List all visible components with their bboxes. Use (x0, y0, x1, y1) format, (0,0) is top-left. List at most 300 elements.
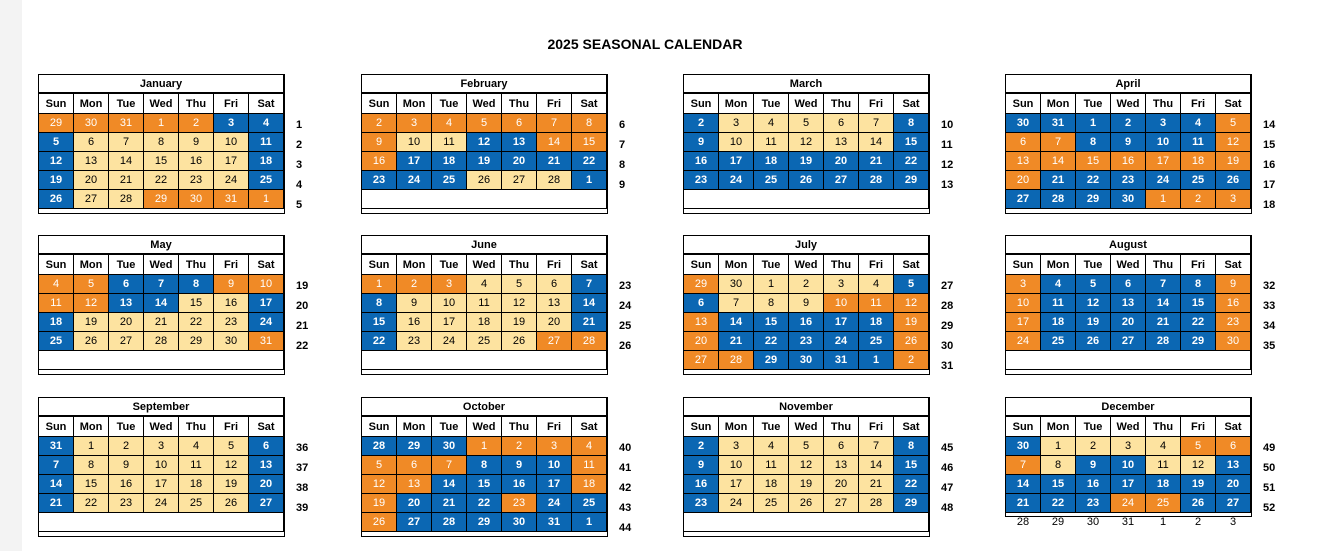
day-cell[interactable]: 21 (1006, 494, 1041, 513)
day-cell[interactable]: 28 (144, 332, 179, 351)
day-cell[interactable]: 9 (397, 294, 432, 313)
day-cell[interactable]: 17 (1111, 475, 1146, 494)
day-cell[interactable]: 7 (537, 114, 572, 133)
day-cell[interactable]: 15 (179, 294, 214, 313)
day-cell[interactable]: 5 (467, 114, 502, 133)
day-cell[interactable]: 25 (1181, 171, 1216, 190)
day-cell[interactable]: 11 (572, 456, 607, 475)
day-cell[interactable]: 11 (1181, 133, 1216, 152)
day-cell[interactable]: 27 (249, 494, 284, 513)
day-cell[interactable]: 21 (109, 171, 144, 190)
day-cell[interactable]: 2 (362, 114, 397, 133)
day-cell[interactable]: 4 (754, 437, 789, 456)
day-cell[interactable]: 18 (754, 475, 789, 494)
day-cell[interactable]: 12 (39, 152, 74, 171)
day-cell[interactable]: 21 (1041, 171, 1076, 190)
day-cell[interactable]: 30 (214, 332, 249, 351)
day-cell[interactable]: 27 (824, 171, 859, 190)
day-cell[interactable]: 19 (502, 313, 537, 332)
day-cell[interactable]: 10 (144, 456, 179, 475)
day-cell[interactable]: 9 (1111, 133, 1146, 152)
day-cell[interactable]: 6 (1216, 437, 1251, 456)
day-cell[interactable]: 5 (214, 437, 249, 456)
day-cell[interactable]: 15 (572, 133, 607, 152)
day-cell[interactable]: 25 (754, 494, 789, 513)
day-cell[interactable]: 1 (572, 513, 607, 532)
day-cell[interactable]: 5 (1216, 114, 1251, 133)
day-cell[interactable]: 7 (719, 294, 754, 313)
day-cell[interactable]: 10 (432, 294, 467, 313)
day-cell[interactable]: 1 (144, 114, 179, 133)
day-cell[interactable]: 8 (894, 437, 929, 456)
day-cell[interactable]: 7 (859, 114, 894, 133)
day-cell[interactable]: 17 (432, 313, 467, 332)
day-cell[interactable]: 13 (1216, 456, 1251, 475)
day-cell[interactable]: 16 (1216, 294, 1251, 313)
day-cell[interactable]: 12 (74, 294, 109, 313)
day-cell[interactable]: 7 (1041, 133, 1076, 152)
day-cell[interactable]: 29 (684, 275, 719, 294)
day-cell[interactable]: 4 (1041, 275, 1076, 294)
day-cell[interactable]: 15 (467, 475, 502, 494)
day-cell[interactable]: 24 (719, 171, 754, 190)
day-cell[interactable]: 18 (754, 152, 789, 171)
day-cell[interactable]: 4 (467, 275, 502, 294)
day-cell[interactable]: 26 (1181, 494, 1216, 513)
day-cell[interactable]: 7 (1006, 456, 1041, 475)
day-cell[interactable]: 23 (684, 171, 719, 190)
day-cell[interactable]: 18 (1181, 152, 1216, 171)
day-cell[interactable]: 20 (684, 332, 719, 351)
day-cell[interactable]: 24 (1006, 332, 1041, 351)
day-cell[interactable]: 3 (1216, 513, 1251, 532)
day-cell[interactable]: 13 (1111, 294, 1146, 313)
day-cell[interactable]: 27 (1111, 332, 1146, 351)
day-cell[interactable]: 26 (1216, 171, 1251, 190)
day-cell[interactable]: 2 (1181, 513, 1216, 532)
day-cell[interactable]: 20 (824, 152, 859, 171)
day-cell[interactable]: 9 (214, 275, 249, 294)
day-cell[interactable]: 1 (1041, 437, 1076, 456)
day-cell[interactable]: 10 (719, 133, 754, 152)
day-cell[interactable]: 30 (1076, 513, 1111, 532)
day-cell[interactable]: 12 (789, 456, 824, 475)
day-cell[interactable]: 10 (1006, 294, 1041, 313)
day-cell[interactable]: 13 (537, 294, 572, 313)
day-cell[interactable]: 2 (684, 437, 719, 456)
day-cell[interactable]: 10 (397, 133, 432, 152)
day-cell[interactable]: 18 (249, 152, 284, 171)
day-cell[interactable]: 16 (1076, 475, 1111, 494)
day-cell[interactable]: 8 (1041, 456, 1076, 475)
day-cell[interactable]: 29 (467, 513, 502, 532)
day-cell[interactable]: 16 (179, 152, 214, 171)
day-cell[interactable]: 22 (572, 152, 607, 171)
day-cell[interactable]: 18 (179, 475, 214, 494)
day-cell[interactable]: 2 (397, 275, 432, 294)
day-cell[interactable]: 17 (824, 313, 859, 332)
day-cell[interactable]: 17 (537, 475, 572, 494)
day-cell[interactable]: 5 (1181, 437, 1216, 456)
day-cell[interactable]: 15 (74, 475, 109, 494)
day-cell[interactable]: 31 (824, 351, 859, 370)
day-cell[interactable]: 11 (1146, 456, 1181, 475)
day-cell[interactable]: 1 (1146, 513, 1181, 532)
day-cell[interactable]: 28 (719, 351, 754, 370)
day-cell[interactable]: 3 (144, 437, 179, 456)
day-cell[interactable]: 3 (1006, 275, 1041, 294)
day-cell[interactable]: 19 (1181, 475, 1216, 494)
day-cell[interactable]: 14 (144, 294, 179, 313)
day-cell[interactable]: 4 (179, 437, 214, 456)
day-cell[interactable]: 21 (144, 313, 179, 332)
day-cell[interactable]: 15 (1041, 475, 1076, 494)
day-cell[interactable]: 13 (109, 294, 144, 313)
day-cell[interactable]: 12 (789, 133, 824, 152)
day-cell[interactable]: 3 (719, 437, 754, 456)
day-cell[interactable]: 5 (789, 114, 824, 133)
day-cell[interactable]: 10 (719, 456, 754, 475)
day-cell[interactable]: 1 (572, 171, 607, 190)
day-cell[interactable]: 7 (572, 275, 607, 294)
day-cell[interactable]: 18 (572, 475, 607, 494)
day-cell[interactable]: 4 (572, 437, 607, 456)
day-cell[interactable]: 15 (894, 133, 929, 152)
day-cell[interactable]: 30 (432, 437, 467, 456)
day-cell[interactable]: 21 (537, 152, 572, 171)
day-cell[interactable]: 6 (684, 294, 719, 313)
day-cell[interactable]: 6 (74, 133, 109, 152)
day-cell[interactable]: 20 (1006, 171, 1041, 190)
day-cell[interactable]: 28 (1041, 190, 1076, 209)
day-cell[interactable]: 15 (1181, 294, 1216, 313)
day-cell[interactable]: 20 (74, 171, 109, 190)
day-cell[interactable]: 5 (362, 456, 397, 475)
day-cell[interactable]: 22 (894, 152, 929, 171)
day-cell[interactable]: 30 (1111, 190, 1146, 209)
day-cell[interactable]: 9 (1076, 456, 1111, 475)
day-cell[interactable]: 18 (1041, 313, 1076, 332)
day-cell[interactable]: 20 (502, 152, 537, 171)
day-cell[interactable]: 25 (249, 171, 284, 190)
day-cell[interactable]: 23 (214, 313, 249, 332)
day-cell[interactable]: 13 (397, 475, 432, 494)
day-cell[interactable]: 7 (109, 133, 144, 152)
day-cell[interactable]: 12 (1076, 294, 1111, 313)
day-cell[interactable]: 31 (109, 114, 144, 133)
day-cell[interactable]: 24 (1146, 171, 1181, 190)
day-cell[interactable]: 6 (397, 456, 432, 475)
day-cell[interactable]: 9 (179, 133, 214, 152)
day-cell[interactable]: 13 (502, 133, 537, 152)
day-cell[interactable]: 16 (214, 294, 249, 313)
day-cell[interactable]: 8 (1181, 275, 1216, 294)
day-cell[interactable]: 28 (572, 332, 607, 351)
day-cell[interactable]: 3 (824, 275, 859, 294)
day-cell[interactable]: 23 (789, 332, 824, 351)
day-cell[interactable]: 22 (754, 332, 789, 351)
day-cell[interactable]: 30 (1006, 114, 1041, 133)
day-cell[interactable]: 11 (179, 456, 214, 475)
day-cell[interactable]: 3 (719, 114, 754, 133)
day-cell[interactable]: 27 (824, 494, 859, 513)
day-cell[interactable]: 14 (39, 475, 74, 494)
day-cell[interactable]: 26 (789, 171, 824, 190)
day-cell[interactable]: 20 (824, 475, 859, 494)
day-cell[interactable]: 2 (1111, 114, 1146, 133)
day-cell[interactable]: 1 (362, 275, 397, 294)
day-cell[interactable]: 24 (214, 171, 249, 190)
day-cell[interactable]: 27 (74, 190, 109, 209)
day-cell[interactable]: 4 (1181, 114, 1216, 133)
day-cell[interactable]: 19 (1216, 152, 1251, 171)
day-cell[interactable]: 27 (397, 513, 432, 532)
day-cell[interactable]: 20 (537, 313, 572, 332)
day-cell[interactable]: 7 (144, 275, 179, 294)
day-cell[interactable]: 20 (1216, 475, 1251, 494)
day-cell[interactable]: 30 (789, 351, 824, 370)
day-cell[interactable]: 8 (467, 456, 502, 475)
day-cell[interactable]: 18 (39, 313, 74, 332)
day-cell[interactable]: 6 (824, 437, 859, 456)
day-cell[interactable]: 8 (74, 456, 109, 475)
day-cell[interactable]: 31 (1041, 114, 1076, 133)
day-cell[interactable]: 24 (432, 332, 467, 351)
day-cell[interactable]: 31 (1111, 513, 1146, 532)
day-cell[interactable]: 22 (1076, 171, 1111, 190)
day-cell[interactable]: 14 (1146, 294, 1181, 313)
day-cell[interactable]: 17 (719, 152, 754, 171)
day-cell[interactable]: 29 (39, 114, 74, 133)
day-cell[interactable]: 16 (684, 475, 719, 494)
day-cell[interactable]: 4 (754, 114, 789, 133)
day-cell[interactable]: 17 (214, 152, 249, 171)
day-cell[interactable]: 10 (1146, 133, 1181, 152)
day-cell[interactable]: 15 (754, 313, 789, 332)
day-cell[interactable]: 4 (859, 275, 894, 294)
day-cell[interactable]: 18 (467, 313, 502, 332)
day-cell[interactable]: 19 (894, 313, 929, 332)
day-cell[interactable]: 4 (1146, 437, 1181, 456)
day-cell[interactable]: 18 (1146, 475, 1181, 494)
day-cell[interactable]: 24 (824, 332, 859, 351)
day-cell[interactable]: 5 (894, 275, 929, 294)
day-cell[interactable]: 1 (1076, 114, 1111, 133)
day-cell[interactable]: 19 (789, 152, 824, 171)
day-cell[interactable]: 22 (179, 313, 214, 332)
day-cell[interactable]: 28 (362, 437, 397, 456)
day-cell[interactable]: 19 (1076, 313, 1111, 332)
day-cell[interactable]: 10 (824, 294, 859, 313)
day-cell[interactable]: 19 (214, 475, 249, 494)
day-cell[interactable]: 23 (362, 171, 397, 190)
day-cell[interactable]: 10 (537, 456, 572, 475)
day-cell[interactable]: 14 (1041, 152, 1076, 171)
day-cell[interactable]: 25 (39, 332, 74, 351)
day-cell[interactable]: 25 (467, 332, 502, 351)
day-cell[interactable]: 30 (1216, 332, 1251, 351)
day-cell[interactable]: 26 (39, 190, 74, 209)
day-cell[interactable]: 6 (537, 275, 572, 294)
day-cell[interactable]: 29 (144, 190, 179, 209)
day-cell[interactable]: 18 (432, 152, 467, 171)
day-cell[interactable]: 9 (109, 456, 144, 475)
day-cell[interactable]: 11 (39, 294, 74, 313)
day-cell[interactable]: 6 (1006, 133, 1041, 152)
day-cell[interactable]: 17 (397, 152, 432, 171)
day-cell[interactable]: 2 (179, 114, 214, 133)
day-cell[interactable]: 28 (1146, 332, 1181, 351)
day-cell[interactable]: 26 (502, 332, 537, 351)
day-cell[interactable]: 24 (537, 494, 572, 513)
day-cell[interactable]: 2 (1076, 437, 1111, 456)
day-cell[interactable]: 1 (1146, 190, 1181, 209)
day-cell[interactable]: 13 (74, 152, 109, 171)
day-cell[interactable]: 24 (719, 494, 754, 513)
day-cell[interactable]: 14 (719, 313, 754, 332)
day-cell[interactable]: 30 (179, 190, 214, 209)
day-cell[interactable]: 16 (362, 152, 397, 171)
day-cell[interactable]: 25 (432, 171, 467, 190)
day-cell[interactable]: 19 (467, 152, 502, 171)
day-cell[interactable]: 27 (109, 332, 144, 351)
day-cell[interactable]: 14 (859, 133, 894, 152)
day-cell[interactable]: 16 (397, 313, 432, 332)
day-cell[interactable]: 17 (1146, 152, 1181, 171)
day-cell[interactable]: 23 (502, 494, 537, 513)
day-cell[interactable]: 6 (502, 114, 537, 133)
day-cell[interactable]: 11 (249, 133, 284, 152)
day-cell[interactable]: 29 (1076, 190, 1111, 209)
day-cell[interactable]: 8 (362, 294, 397, 313)
day-cell[interactable]: 29 (894, 494, 929, 513)
day-cell[interactable]: 28 (432, 513, 467, 532)
day-cell[interactable]: 22 (467, 494, 502, 513)
day-cell[interactable]: 22 (894, 475, 929, 494)
day-cell[interactable]: 19 (362, 494, 397, 513)
day-cell[interactable]: 12 (214, 456, 249, 475)
day-cell[interactable]: 24 (249, 313, 284, 332)
day-cell[interactable]: 25 (1146, 494, 1181, 513)
day-cell[interactable]: 7 (1146, 275, 1181, 294)
day-cell[interactable]: 14 (109, 152, 144, 171)
day-cell[interactable]: 13 (1006, 152, 1041, 171)
day-cell[interactable]: 6 (109, 275, 144, 294)
day-cell[interactable]: 23 (109, 494, 144, 513)
day-cell[interactable]: 19 (74, 313, 109, 332)
day-cell[interactable]: 12 (502, 294, 537, 313)
day-cell[interactable]: 27 (1216, 494, 1251, 513)
day-cell[interactable]: 2 (684, 114, 719, 133)
day-cell[interactable]: 11 (1041, 294, 1076, 313)
day-cell[interactable]: 20 (1111, 313, 1146, 332)
day-cell[interactable]: 5 (1076, 275, 1111, 294)
day-cell[interactable]: 2 (894, 351, 929, 370)
day-cell[interactable]: 1 (754, 275, 789, 294)
day-cell[interactable]: 8 (179, 275, 214, 294)
day-cell[interactable]: 8 (1076, 133, 1111, 152)
day-cell[interactable]: 9 (684, 456, 719, 475)
day-cell[interactable]: 9 (684, 133, 719, 152)
day-cell[interactable]: 19 (789, 475, 824, 494)
day-cell[interactable]: 28 (859, 494, 894, 513)
day-cell[interactable]: 11 (467, 294, 502, 313)
day-cell[interactable]: 15 (1076, 152, 1111, 171)
day-cell[interactable]: 17 (1006, 313, 1041, 332)
day-cell[interactable]: 23 (1111, 171, 1146, 190)
day-cell[interactable]: 16 (502, 475, 537, 494)
day-cell[interactable]: 15 (362, 313, 397, 332)
day-cell[interactable]: 7 (432, 456, 467, 475)
day-cell[interactable]: 29 (1041, 513, 1076, 532)
day-cell[interactable]: 6 (1111, 275, 1146, 294)
day-cell[interactable]: 10 (214, 133, 249, 152)
day-cell[interactable]: 28 (859, 171, 894, 190)
day-cell[interactable]: 29 (179, 332, 214, 351)
day-cell[interactable]: 21 (859, 152, 894, 171)
day-cell[interactable]: 3 (1111, 437, 1146, 456)
day-cell[interactable]: 23 (1076, 494, 1111, 513)
day-cell[interactable]: 13 (249, 456, 284, 475)
day-cell[interactable]: 21 (572, 313, 607, 332)
day-cell[interactable]: 22 (1181, 313, 1216, 332)
day-cell[interactable]: 3 (1146, 114, 1181, 133)
day-cell[interactable]: 27 (537, 332, 572, 351)
day-cell[interactable]: 14 (432, 475, 467, 494)
day-cell[interactable]: 26 (74, 332, 109, 351)
day-cell[interactable]: 4 (39, 275, 74, 294)
day-cell[interactable]: 20 (249, 475, 284, 494)
day-cell[interactable]: 8 (144, 133, 179, 152)
day-cell[interactable]: 23 (684, 494, 719, 513)
day-cell[interactable]: 26 (214, 494, 249, 513)
day-cell[interactable]: 31 (214, 190, 249, 209)
day-cell[interactable]: 3 (397, 114, 432, 133)
day-cell[interactable]: 5 (39, 133, 74, 152)
day-cell[interactable]: 28 (109, 190, 144, 209)
day-cell[interactable]: 16 (684, 152, 719, 171)
day-cell[interactable]: 15 (144, 152, 179, 171)
day-cell[interactable]: 30 (502, 513, 537, 532)
day-cell[interactable]: 22 (144, 171, 179, 190)
day-cell[interactable]: 14 (537, 133, 572, 152)
day-cell[interactable]: 24 (1111, 494, 1146, 513)
day-cell[interactable]: 8 (754, 294, 789, 313)
day-cell[interactable]: 29 (397, 437, 432, 456)
day-cell[interactable]: 9 (362, 133, 397, 152)
day-cell[interactable]: 26 (1076, 332, 1111, 351)
day-cell[interactable]: 26 (894, 332, 929, 351)
day-cell[interactable]: 1 (74, 437, 109, 456)
day-cell[interactable]: 31 (39, 437, 74, 456)
day-cell[interactable]: 12 (362, 475, 397, 494)
day-cell[interactable]: 16 (789, 313, 824, 332)
day-cell[interactable]: 14 (1006, 475, 1041, 494)
day-cell[interactable]: 14 (859, 456, 894, 475)
day-cell[interactable]: 25 (859, 332, 894, 351)
day-cell[interactable]: 22 (74, 494, 109, 513)
day-cell[interactable]: 21 (859, 475, 894, 494)
day-cell[interactable]: 1 (467, 437, 502, 456)
day-cell[interactable]: 27 (684, 351, 719, 370)
day-cell[interactable]: 27 (502, 171, 537, 190)
day-cell[interactable]: 1 (859, 351, 894, 370)
day-cell[interactable]: 1 (249, 190, 284, 209)
day-cell[interactable]: 25 (754, 171, 789, 190)
day-cell[interactable]: 4 (249, 114, 284, 133)
day-cell[interactable]: 26 (362, 513, 397, 532)
day-cell[interactable]: 23 (179, 171, 214, 190)
